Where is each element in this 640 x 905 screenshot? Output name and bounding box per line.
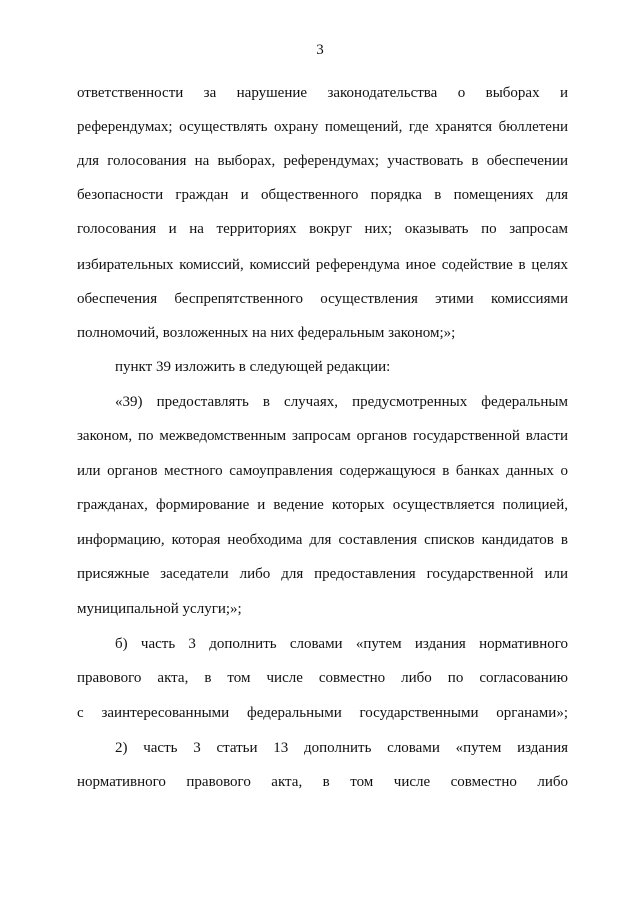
text-line: ответственности за нарушение законодательства о выборах и [77,85,568,101]
text-line: полномочий, возложенных на них федеральным законом;»; [77,325,456,341]
paragraph-first-line: б) часть 3 дополнить словами «путем издания нормативного [115,636,568,652]
text-line: правового акта, в том числе совместно либо по согласованию [77,670,568,686]
text-line: присяжные заседатели либо для предоставления государственной или [77,566,568,582]
text-line: обеспечения беспрепятственного осуществления этими комиссиями [77,291,568,307]
text-line: муниципальной услуги;»; [77,601,242,617]
paragraph-first-line: «39) предоставлять в случаях, предусмотренных федеральным [115,394,568,410]
text-line: для голосования на выборах, референдумах; участвовать в обеспечении [77,153,568,169]
text-line: информацию, которая необходима для составления списков кандидатов в [77,532,568,548]
paragraph-first-line: пункт 39 изложить в следующей редакции: [115,359,391,375]
paragraph-first-line: 2) часть 3 статьи 13 дополнить словами «путем издания [115,740,568,756]
text-line: нормативного правового акта, в том числе совместно либо [77,774,568,790]
text-line: или органов местного самоуправления содержащуюся в банках данных о [77,463,568,479]
text-line: безопасности граждан и общественного порядка в помещениях для [77,187,568,203]
text-line: избирательных комиссий, комиссий референдума иное содействие в целях [77,257,568,273]
text-line: законом, по межведомственным запросам органов государственной власти [77,428,568,444]
text-line: гражданах, формирование и ведение которых осуществляется полицией, [77,497,568,513]
text-line: с заинтересованными федеральными государственными органами»; [77,705,568,721]
text-line: референдумах; осуществлять охрану помещений, где хранятся бюллетени [77,119,568,135]
page-number: 3 [316,42,324,58]
text-line: голосования и на территориях вокруг них; оказывать по запросам [77,221,568,237]
